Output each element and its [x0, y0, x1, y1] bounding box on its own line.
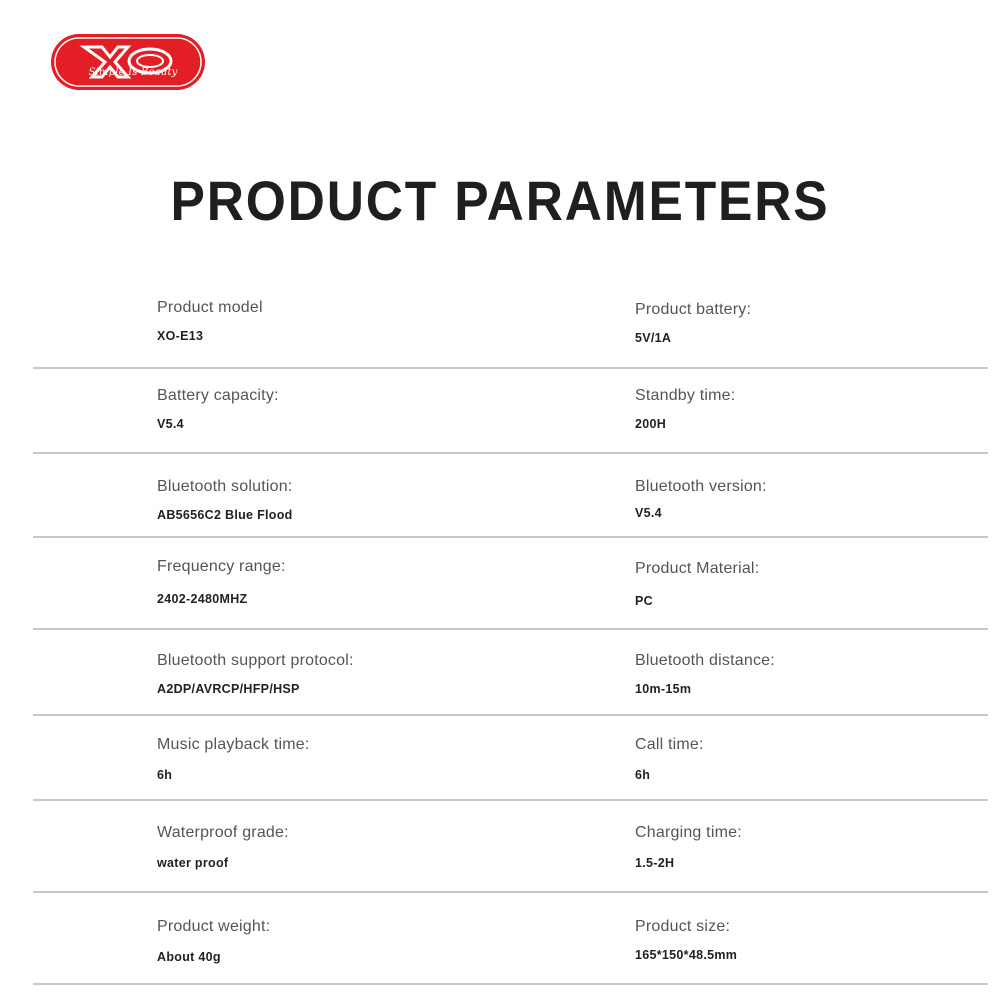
- parameter-row: [33, 538, 988, 630]
- parameter-call-time: [635, 736, 704, 782]
- parameter-charging-time: [635, 824, 742, 870]
- parameter-value: 10m-15m: [635, 682, 692, 696]
- parameter-waterproof-grade: [157, 824, 289, 870]
- parameter-value: V5.4: [157, 417, 184, 431]
- page-title: PRODUCT PARAMETERS: [170, 169, 830, 232]
- parameter-value: water proof: [157, 856, 229, 870]
- parameter-label: Bluetooth solution:: [157, 478, 293, 495]
- parameter-row: [33, 454, 988, 538]
- brand-logo-graphic: [50, 33, 206, 91]
- parameter-row: [33, 801, 988, 893]
- parameter-battery-capacity: [157, 387, 279, 431]
- parameter-music-playback-time: [157, 736, 310, 782]
- brand-logo: [50, 33, 206, 91]
- parameter-frequency-range: [157, 558, 286, 606]
- parameter-bluetooth-version: [635, 478, 767, 520]
- parameter-value: V5.4: [635, 506, 662, 520]
- parameter-label: Product model: [157, 299, 263, 316]
- parameter-value: 165*150*48.5mm: [635, 948, 738, 962]
- parameter-product-model: [157, 299, 263, 343]
- parameter-value: About 40g: [157, 950, 221, 964]
- parameter-value: A2DP/AVRCP/HFP/HSP: [157, 682, 300, 696]
- parameter-product-battery: [635, 301, 751, 345]
- parameter-value: 6h: [635, 768, 651, 782]
- parameter-value: XO-E13: [157, 329, 204, 343]
- parameter-standby-time: [635, 387, 735, 431]
- parameter-label: Bluetooth distance:: [635, 652, 775, 669]
- parameter-label: Waterproof grade:: [157, 824, 289, 841]
- parameter-product-material: [635, 560, 759, 608]
- parameter-bluetooth-distance: [635, 652, 775, 696]
- parameter-label: Frequency range:: [157, 558, 286, 575]
- parameter-label: Music playback time:: [157, 736, 310, 753]
- parameter-row: [33, 283, 988, 369]
- parameter-value: PC: [635, 594, 653, 608]
- parameter-label: Product weight:: [157, 918, 271, 935]
- parameter-label: Charging time:: [635, 824, 742, 841]
- parameter-value: 6h: [157, 768, 173, 782]
- parameters-table: [33, 283, 988, 985]
- parameter-value: 200H: [635, 417, 667, 431]
- parameter-label: Product size:: [635, 918, 731, 935]
- parameter-product-size: [635, 918, 737, 962]
- parameter-label: Battery capacity:: [157, 387, 279, 404]
- parameter-label: Bluetooth support protocol:: [157, 652, 354, 669]
- parameter-label: Product battery:: [635, 301, 752, 318]
- parameter-row: [33, 716, 988, 801]
- parameter-bluetooth-solution: [157, 478, 293, 522]
- parameter-label: Product Material:: [635, 560, 760, 577]
- parameter-value: 1.5-2H: [635, 856, 675, 870]
- parameter-row: [33, 369, 988, 454]
- parameter-row: [33, 630, 988, 716]
- brand-tagline: Simple Is Beauty: [88, 67, 178, 78]
- parameter-label: Call time:: [635, 736, 704, 753]
- parameter-bluetooth-support-protocol: [157, 652, 354, 696]
- parameter-value: 5V/1A: [635, 331, 672, 345]
- parameter-product-weight: [157, 918, 270, 964]
- parameter-row: [33, 893, 988, 985]
- parameter-value: AB5656C2 Blue Flood: [157, 508, 293, 522]
- parameter-value: 2402-2480MHZ: [157, 592, 248, 606]
- parameter-label: Bluetooth version:: [635, 478, 767, 495]
- parameter-label: Standby time:: [635, 387, 736, 404]
